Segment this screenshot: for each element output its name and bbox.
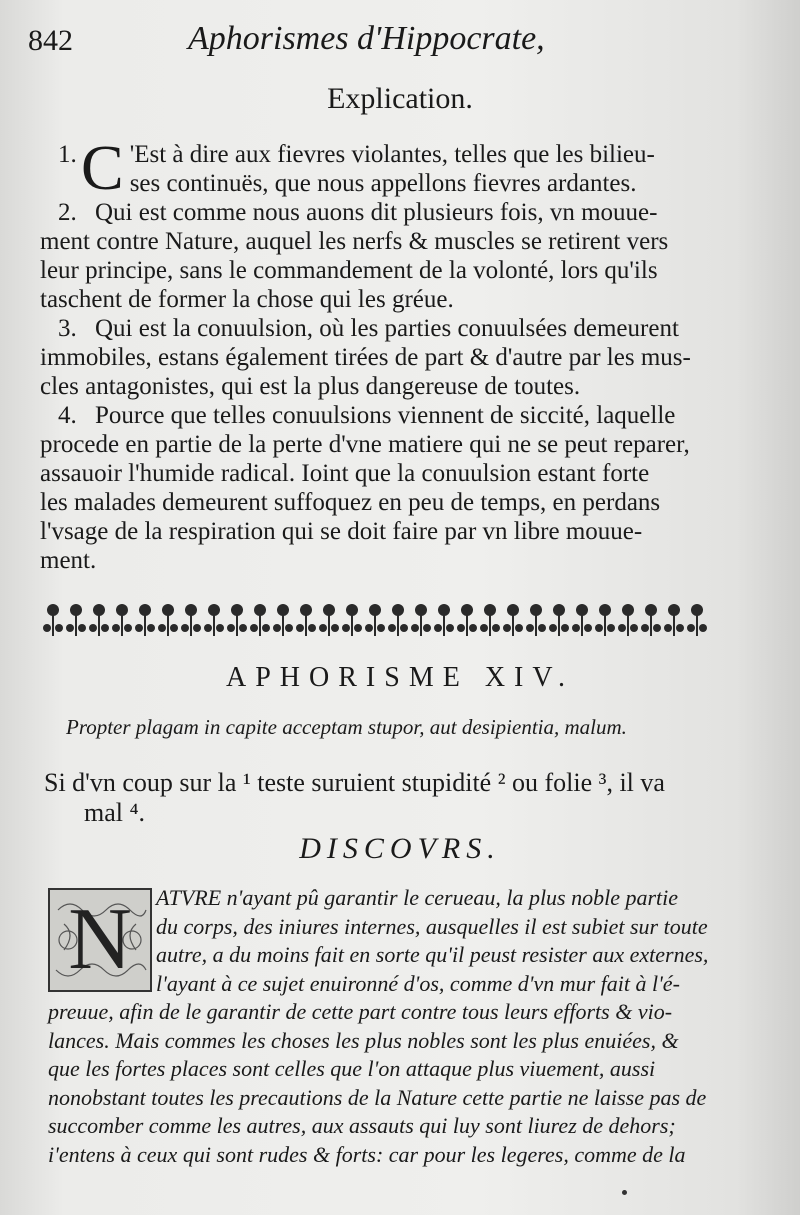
fleuron-icon	[204, 604, 224, 636]
aphorism-latin: Propter plagam in capite acceptam stupor, aut desipientia, malum.	[66, 715, 627, 739]
fleuron-icon	[342, 604, 362, 636]
paragraph-line: Qui est comme nous auons dit plusieurs fois, vn mouue-	[95, 199, 658, 226]
discours-line: l'ayant à ce sujet enuironné d'os, comme d'vn mur fait à l'é-	[156, 970, 680, 996]
fleuron-icon	[457, 604, 477, 636]
fleuron-icon	[273, 604, 293, 636]
drop-cap-c: C	[81, 132, 124, 203]
paragraph-line: immobiles, estans également tirées de part & d'autre par les mus-	[40, 344, 691, 371]
page-number: 842	[28, 24, 73, 57]
fleuron-icon	[618, 604, 638, 636]
fleuron-icon	[687, 604, 707, 636]
fleuron-icon	[135, 604, 155, 636]
ink-speck	[622, 1190, 627, 1195]
fleuron-icon	[43, 604, 63, 636]
fleuron-icon	[549, 604, 569, 636]
fleuron-icon	[411, 604, 431, 636]
fleuron-icon	[526, 604, 546, 636]
explication-paragraph-1	[40, 132, 710, 203]
fleuron-icon	[319, 604, 339, 636]
fleuron-icon	[227, 604, 247, 636]
discours-line: que les fortes places sont celles que l'on attaque plus viuement, aussi	[48, 1056, 656, 1081]
page-header	[28, 14, 740, 64]
fleuron-icon	[89, 604, 109, 636]
fleuron-icon	[250, 604, 270, 636]
fleuron-icon	[572, 604, 592, 636]
fleuron-icon	[641, 604, 661, 636]
discours-line: autre, a du moins fait en sorte qu'il peust resister aux externes,	[156, 942, 709, 967]
paragraph-number: 1.	[58, 141, 77, 168]
paragraph-line: l'vsage de la respiration qui se doit faire par vn libre mouue-	[40, 518, 643, 545]
fleuron-icon	[595, 604, 615, 636]
explication-paragraph-4	[40, 401, 710, 575]
fleuron-icon	[664, 604, 684, 636]
ornament-band	[40, 600, 710, 642]
discours-line: succomber comme les autres, aux assauts qui luy sont liurez de dehors;	[48, 1113, 676, 1138]
paragraph-line: assauoir l'humide radical. Ioint que la conuulsion estant forte	[40, 460, 650, 487]
running-title: Aphorismes d'Hippocrate,	[188, 20, 545, 57]
paragraph-line: Pource que telles conuulsions viennent de siccité, laquelle	[95, 402, 676, 429]
paragraph-number: 2.	[58, 199, 77, 226]
paragraph-number: 3.	[58, 315, 77, 342]
paragraph-line: ses continuës, que nous appellons fievres ardantes.	[129, 170, 637, 197]
explication-heading: Explication.	[327, 82, 473, 115]
paragraph-line: taschent de former la chose qui les gréue.	[40, 286, 454, 313]
paragraph-line: Qui est la conuulsion, où les parties conuulsées demeurent	[95, 315, 679, 342]
paragraph-number: 4.	[58, 402, 77, 429]
paragraph-line: leur principe, sans le commandement de la volonté, lors qu'ils	[40, 257, 658, 284]
fleuron-icon	[480, 604, 500, 636]
aphorism-french	[44, 768, 724, 828]
discours-line: ATVRE n'ayant pû garantir le cerueau, la plus noble partie	[156, 885, 679, 910]
fleuron-icon	[181, 604, 201, 636]
fleuron-icon	[296, 604, 316, 636]
discours-line: preuue, afin de le garantir de cette part contre tous leurs efforts & vio-	[48, 999, 673, 1024]
discours-line: lances. Mais commes les choses les plus nobles sont les plus enuiées, &	[48, 1027, 679, 1053]
explication-paragraph-2	[40, 198, 710, 314]
fleuron-icon	[158, 604, 178, 636]
fleuron-icon	[434, 604, 454, 636]
discours-line: i'entens à ceux qui sont rudes & forts: car pour les legeres, comme de la	[48, 1141, 686, 1167]
paragraph-line: procede en partie de la perte d'vne matiere qui ne se peut reparer,	[40, 431, 690, 458]
discours-line: nonobstant toutes les precautions de la Nature cette partie ne laisse pas de	[48, 1084, 707, 1110]
discours-text	[48, 884, 716, 1169]
discours-title: DISCOVRS.	[299, 832, 501, 865]
paragraph-line: cles antagonistes, qui est la plus dangereuse de toutes.	[40, 373, 581, 400]
fleuron-icon	[388, 604, 408, 636]
aphorism-french-line: Si d'vn coup sur la ¹ teste suruient stupidité ² ou folie ³, il va	[44, 768, 665, 797]
explication-paragraph-3	[40, 314, 710, 401]
fleuron-icon	[365, 604, 385, 636]
drop-cap-letter: N	[68, 891, 132, 988]
paragraph-line: ment.	[40, 547, 97, 574]
explication-text	[40, 132, 710, 575]
discours-line: du corps, des iniures internes, ausquelles il est subiet sur toute	[156, 913, 708, 939]
fleuron-icon	[66, 604, 86, 636]
fleuron-icon	[503, 604, 523, 636]
fleuron-icon	[112, 604, 132, 636]
paragraph-line: ment contre Nature, auquel les nerfs & muscles se retirent vers	[40, 228, 669, 255]
aphorism-title: APHORISME XIV.	[226, 662, 574, 693]
aphorism-french-line: mal ⁴.	[84, 798, 146, 827]
paragraph-line: 'Est à dire aux fievres violantes, telles que les bilieu-	[129, 141, 655, 168]
paragraph-line: les malades demeurent suffoquez en peu de temps, en perdans	[40, 489, 661, 516]
